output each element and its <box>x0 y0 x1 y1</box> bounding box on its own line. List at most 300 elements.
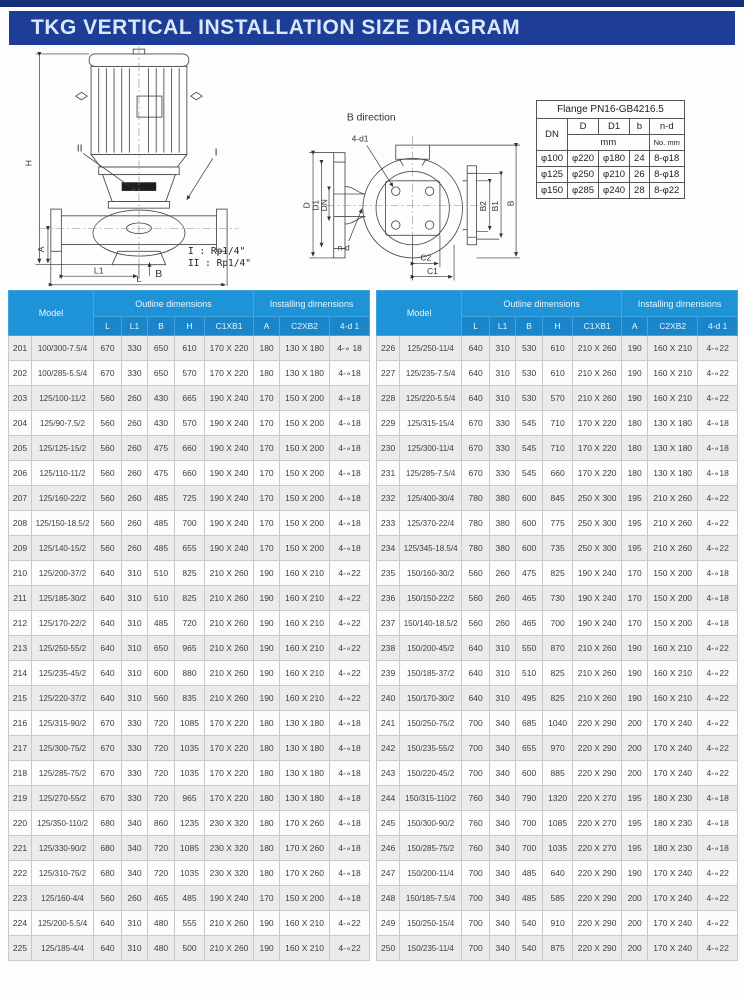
dim-a: 170 <box>622 586 648 611</box>
dim-l: 560 <box>462 561 490 586</box>
dim-l: 780 <box>462 486 490 511</box>
dim-4d1: 4-∘22 <box>698 761 738 786</box>
dim-l: 760 <box>462 786 490 811</box>
dim-h: 1320 <box>543 786 573 811</box>
dim-b: 545 <box>516 411 543 436</box>
dim-4d1: 4-∘18 <box>698 586 738 611</box>
model-name: 125/200-5.5/4 <box>32 911 94 936</box>
table-row <box>377 736 738 761</box>
dim-c2xb2: 160 X 210 <box>648 386 698 411</box>
dim-4d1: 4-∘22 <box>698 361 738 386</box>
dim-l: 640 <box>94 686 122 711</box>
dim-h: 555 <box>175 911 205 936</box>
dim-b: 465 <box>516 586 543 611</box>
dim-b: 495 <box>516 686 543 711</box>
dim-a: 180 <box>254 786 280 811</box>
header-model: Model <box>9 291 94 336</box>
dim-l1: 310 <box>122 611 148 636</box>
dim-a: 170 <box>254 886 280 911</box>
dim-b: 650 <box>148 336 175 361</box>
dim-a: 200 <box>622 936 648 961</box>
dim-l1: 340 <box>490 786 516 811</box>
table-row <box>9 686 370 711</box>
header-l1: L1 <box>122 317 148 336</box>
dim-c2xb2: 130 X 180 <box>280 761 330 786</box>
model-no: 230 <box>377 436 400 461</box>
dim-b: 720 <box>148 861 175 886</box>
dim-c1xb1: 210 X 260 <box>205 686 254 711</box>
dim-c1xb1: 190 X 240 <box>573 611 622 636</box>
dim-4d1: 4-∘18 <box>698 561 738 586</box>
dim-c1xb1: 230 X 320 <box>205 836 254 861</box>
dim-l: 560 <box>94 511 122 536</box>
dim-h: 710 <box>543 436 573 461</box>
table-row <box>9 861 370 886</box>
dim-b: 655 <box>516 736 543 761</box>
dim-c1xb1: 170 X 220 <box>205 711 254 736</box>
dim-l: 640 <box>94 911 122 936</box>
dim-c2xb2: 150 X 200 <box>280 486 330 511</box>
dim-l1: 330 <box>490 411 516 436</box>
dim-c1xb1: 250 X 300 <box>573 486 622 511</box>
header-l: L <box>462 317 490 336</box>
dim-c1xb1: 210 X 260 <box>573 636 622 661</box>
label-b1: B1 <box>490 201 501 212</box>
dim-c1xb1: 250 X 300 <box>573 536 622 561</box>
dim-b: 545 <box>516 461 543 486</box>
dim-a: 180 <box>254 861 280 886</box>
dim-l1: 310 <box>122 636 148 661</box>
dim-l: 640 <box>94 586 122 611</box>
dim-c2xb2: 150 X 200 <box>280 886 330 911</box>
dim-b: 530 <box>516 361 543 386</box>
model-no: 216 <box>9 711 32 736</box>
dim-h: 640 <box>543 861 573 886</box>
table-row <box>377 861 738 886</box>
dim-c1xb1: 220 X 290 <box>573 711 622 736</box>
table-row <box>377 536 738 561</box>
dim-b: 685 <box>516 711 543 736</box>
dim-l1: 260 <box>122 486 148 511</box>
dim-l1: 310 <box>490 361 516 386</box>
model-name: 125/300-75/2 <box>32 736 94 761</box>
model-name: 125/125-15/2 <box>32 436 94 461</box>
dim-h: 660 <box>175 436 205 461</box>
dim-c2xb2: 160 X 210 <box>648 661 698 686</box>
dim-b: 600 <box>148 661 175 686</box>
dim-l: 700 <box>462 861 490 886</box>
dim-c2xb2: 170 X 240 <box>648 886 698 911</box>
installation-size-tables <box>8 290 736 961</box>
dim-l1: 310 <box>122 561 148 586</box>
table-row <box>9 536 370 561</box>
header-l1: L1 <box>490 317 516 336</box>
dim-c2xb2: 160 X 210 <box>280 561 330 586</box>
flange-cell: φ150 <box>537 183 568 199</box>
table-row <box>9 586 370 611</box>
model-no: 236 <box>377 586 400 611</box>
table-row <box>9 611 370 636</box>
dim-b: 485 <box>148 611 175 636</box>
model-no: 239 <box>377 661 400 686</box>
dim-c1xb1: 220 X 290 <box>573 886 622 911</box>
dim-l1: 340 <box>490 761 516 786</box>
dim-4d1: 4-∘22 <box>698 511 738 536</box>
model-name: 125/315-90/2 <box>32 711 94 736</box>
dim-4d1: 4-∘22 <box>698 336 738 361</box>
dim-a: 195 <box>622 536 648 561</box>
dim-4d1: 4-∘18 <box>698 436 738 461</box>
dim-h: 725 <box>175 486 205 511</box>
model-no: 238 <box>377 636 400 661</box>
model-name: 125/400-30/4 <box>400 486 462 511</box>
dim-h: 1085 <box>543 811 573 836</box>
dim-c1xb1: 220 X 290 <box>573 861 622 886</box>
model-no: 221 <box>9 836 32 861</box>
dim-c2xb2: 130 X 180 <box>280 361 330 386</box>
dim-c2xb2: 160 X 210 <box>280 911 330 936</box>
dim-h: 700 <box>175 511 205 536</box>
header-a: A <box>254 317 280 336</box>
model-no: 214 <box>9 661 32 686</box>
dim-b: 700 <box>516 836 543 861</box>
model-no: 234 <box>377 536 400 561</box>
dim-c1xb1: 190 X 240 <box>573 561 622 586</box>
table-row <box>377 911 738 936</box>
flange-row <box>537 183 685 199</box>
dim-h: 1035 <box>175 761 205 786</box>
dim-l1: 330 <box>122 336 148 361</box>
header-h: H <box>543 317 573 336</box>
dim-a: 190 <box>254 936 280 961</box>
model-no: 226 <box>377 336 400 361</box>
centerlines <box>39 46 238 272</box>
dim-c2xb2: 160 X 210 <box>280 636 330 661</box>
model-name: 125/315-15/4 <box>400 411 462 436</box>
table-row <box>9 486 370 511</box>
dim-4d1: 4-∘22 <box>330 911 370 936</box>
model-name: 150/300-90/2 <box>400 811 462 836</box>
table-row <box>9 411 370 436</box>
b-direction-title: B direction <box>346 112 396 124</box>
table-row <box>377 761 738 786</box>
table-row <box>9 836 370 861</box>
dim-4d1: 4-∘18 <box>330 436 370 461</box>
dim-a: 180 <box>254 761 280 786</box>
dim-h: 665 <box>175 386 205 411</box>
dim-a: 180 <box>254 711 280 736</box>
dim-l: 560 <box>94 461 122 486</box>
dim-h: 730 <box>543 586 573 611</box>
dim-c1xb1: 190 X 240 <box>205 486 254 511</box>
dim-b: 600 <box>516 486 543 511</box>
centerlines-b <box>326 136 484 266</box>
table-row <box>9 736 370 761</box>
dim-4d1: 4-∘18 <box>330 386 370 411</box>
table-row <box>9 561 370 586</box>
dim-b: 720 <box>148 836 175 861</box>
dim-h: 735 <box>543 536 573 561</box>
dim-h: 485 <box>175 886 205 911</box>
dim-h: 825 <box>175 561 205 586</box>
dim-c1xb1: 210 X 260 <box>205 611 254 636</box>
dim-h: 700 <box>543 611 573 636</box>
dim-a: 190 <box>254 911 280 936</box>
table-row <box>9 636 370 661</box>
flange-table-title: Flange PN16-GB4216.5 <box>537 101 685 119</box>
model-name: 125/160-4/4 <box>32 886 94 911</box>
model-name: 125/310-75/2 <box>32 861 94 886</box>
dim-4d1: 4-∘22 <box>330 636 370 661</box>
dim-b: 510 <box>516 661 543 686</box>
dim-c2xb2: 160 X 210 <box>280 936 330 961</box>
header-h: H <box>175 317 205 336</box>
model-name: 125/250-11/4 <box>400 336 462 361</box>
dim-l: 670 <box>462 411 490 436</box>
dim-c2xb2: 170 X 240 <box>648 911 698 936</box>
dim-c2xb2: 160 X 210 <box>280 611 330 636</box>
dim-l1: 340 <box>122 836 148 861</box>
dim-4d1: 4-∘18 <box>330 461 370 486</box>
dim-l1: 330 <box>490 436 516 461</box>
dim-a: 170 <box>254 536 280 561</box>
dim-4d1: 4-∘22 <box>698 536 738 561</box>
dim-c2xb2: 160 X 210 <box>280 686 330 711</box>
dim-b: 560 <box>148 686 175 711</box>
dim-h: 965 <box>175 786 205 811</box>
model-name: 125/200-37/2 <box>32 561 94 586</box>
table-row <box>9 336 370 361</box>
table-row <box>377 561 738 586</box>
table-row <box>377 786 738 811</box>
label-b: B <box>505 200 516 207</box>
dim-c1xb1: 210 X 260 <box>205 586 254 611</box>
dim-label-h: H <box>24 160 34 167</box>
dim-l1: 340 <box>490 811 516 836</box>
model-name: 100/285-5.5/4 <box>32 361 94 386</box>
flange-cell: 8-φ18 <box>649 167 684 183</box>
model-no: 242 <box>377 736 400 761</box>
dim-label-b-arrow: B <box>155 268 163 281</box>
model-name: 125/160-22/2 <box>32 486 94 511</box>
model-no: 205 <box>9 436 32 461</box>
model-no: 203 <box>9 386 32 411</box>
dim-l1: 260 <box>490 586 516 611</box>
dim-l1: 310 <box>122 936 148 961</box>
label-c1: C1 <box>427 265 438 276</box>
dim-b: 485 <box>148 511 175 536</box>
dim-l: 700 <box>462 711 490 736</box>
dim-a: 180 <box>254 336 280 361</box>
dim-c1xb1: 220 X 290 <box>573 736 622 761</box>
dim-l1: 340 <box>490 836 516 861</box>
model-no: 202 <box>9 361 32 386</box>
dim-4d1: 4-∘22 <box>330 686 370 711</box>
table-row <box>9 711 370 736</box>
dim-c1xb1: 230 X 320 <box>205 861 254 886</box>
dim-4d1: 4-∘18 <box>330 411 370 436</box>
dim-h: 660 <box>543 461 573 486</box>
flange-col-nd: n-d <box>649 119 684 135</box>
dim-l1: 380 <box>490 511 516 536</box>
dim-c2xb2: 170 X 260 <box>280 811 330 836</box>
dim-a: 170 <box>254 386 280 411</box>
dim-4d1: 4-∘22 <box>698 486 738 511</box>
dim-b: 475 <box>516 561 543 586</box>
dim-4d1: 4-∘22 <box>330 661 370 686</box>
model-name: 125/330-90/2 <box>32 836 94 861</box>
dim-4d1: 4-∘22 <box>698 936 738 961</box>
dim-a: 190 <box>622 336 648 361</box>
header-outline-dimensions: Outline dimensions <box>94 291 254 317</box>
dim-c1xb1: 220 X 270 <box>573 811 622 836</box>
pump-b-direction-drawing <box>246 100 538 288</box>
model-no: 225 <box>9 936 32 961</box>
dim-h: 570 <box>543 386 573 411</box>
dim-c1xb1: 170 X 220 <box>573 411 622 436</box>
dim-h: 885 <box>543 761 573 786</box>
flange-col-dn: DN <box>537 119 568 151</box>
table-row <box>377 436 738 461</box>
dim-c2xb2: 170 X 260 <box>280 861 330 886</box>
table-row <box>9 761 370 786</box>
dim-c2xb2: 170 X 240 <box>648 711 698 736</box>
table-row <box>9 461 370 486</box>
flange-cell: φ210 <box>599 167 630 183</box>
dim-h: 1085 <box>175 711 205 736</box>
dim-c1xb1: 210 X 260 <box>205 636 254 661</box>
dim-b: 550 <box>516 636 543 661</box>
flange-cell: 26 <box>630 167 650 183</box>
dim-l: 640 <box>462 636 490 661</box>
dim-l: 640 <box>94 936 122 961</box>
dim-c1xb1: 220 X 290 <box>573 936 622 961</box>
header-outline-dimensions: Outline dimensions <box>462 291 622 317</box>
port-label-i: I <box>214 146 218 159</box>
header-c2xb2: C2XB2 <box>280 317 330 336</box>
dim-c1xb1: 230 X 320 <box>205 811 254 836</box>
model-no: 219 <box>9 786 32 811</box>
dim-h: 1040 <box>543 711 573 736</box>
dim-a: 180 <box>254 736 280 761</box>
dim-c1xb1: 170 X 220 <box>573 461 622 486</box>
diagram-area <box>0 44 744 290</box>
dim-4d1: 4-∘18 <box>698 836 738 861</box>
flange-cell: φ250 <box>568 167 599 183</box>
dim-4d1: 4-∘18 <box>330 861 370 886</box>
dim-a: 180 <box>622 411 648 436</box>
model-name: 150/185-7.5/4 <box>400 886 462 911</box>
dim-c2xb2: 160 X 210 <box>648 361 698 386</box>
model-no: 246 <box>377 836 400 861</box>
model-name: 150/285-75/2 <box>400 836 462 861</box>
model-name: 125/170-22/2 <box>32 611 94 636</box>
model-no: 237 <box>377 611 400 636</box>
dim-l: 670 <box>94 786 122 811</box>
dim-b: 700 <box>516 811 543 836</box>
table-row <box>377 486 738 511</box>
dim-h: 585 <box>543 886 573 911</box>
installation-size-table-right <box>376 290 738 961</box>
dim-c1xb1: 210 X 260 <box>573 361 622 386</box>
dim-b: 530 <box>516 386 543 411</box>
dim-b: 485 <box>516 861 543 886</box>
label-dn: DN <box>319 199 330 212</box>
table-row <box>377 686 738 711</box>
dim-a: 170 <box>254 411 280 436</box>
table-row <box>9 936 370 961</box>
dim-b: 720 <box>148 761 175 786</box>
dim-4d1: 4-∘22 <box>698 711 738 736</box>
dim-l: 700 <box>462 911 490 936</box>
dim-l1: 340 <box>490 886 516 911</box>
model-no: 210 <box>9 561 32 586</box>
dim-c1xb1: 250 X 300 <box>573 511 622 536</box>
dim-c2xb2: 170 X 260 <box>280 836 330 861</box>
dim-l1: 340 <box>490 936 516 961</box>
dim-4d1: 4-∘18 <box>698 611 738 636</box>
header-installing-dimensions: Installing dimensions <box>622 291 738 317</box>
dim-4d1: 4-∘18 <box>330 736 370 761</box>
table-row <box>377 336 738 361</box>
dim-l1: 340 <box>490 861 516 886</box>
model-no: 201 <box>9 336 32 361</box>
table-row <box>9 661 370 686</box>
dim-l1: 310 <box>122 661 148 686</box>
model-name: 125/150-18.5/2 <box>32 511 94 536</box>
dim-c2xb2: 150 X 200 <box>648 611 698 636</box>
header-model: Model <box>377 291 462 336</box>
model-name: 125/345-18.5/4 <box>400 536 462 561</box>
dim-b: 465 <box>516 611 543 636</box>
table-row <box>377 361 738 386</box>
model-no: 209 <box>9 536 32 561</box>
dim-c2xb2: 160 X 210 <box>648 636 698 661</box>
dim-l: 680 <box>94 836 122 861</box>
model-no: 222 <box>9 861 32 886</box>
dim-c1xb1: 190 X 240 <box>205 436 254 461</box>
dim-l1: 310 <box>490 336 516 361</box>
dim-c1xb1: 190 X 240 <box>205 511 254 536</box>
dim-a: 170 <box>254 511 280 536</box>
model-name: 150/200-11/4 <box>400 861 462 886</box>
dim-a: 170 <box>254 436 280 461</box>
dim-c2xb2: 150 X 200 <box>280 511 330 536</box>
dim-a: 190 <box>254 611 280 636</box>
flange-cell: φ285 <box>568 183 599 199</box>
label-nd: n-d <box>337 242 350 253</box>
dim-l: 780 <box>462 536 490 561</box>
model-no: 206 <box>9 461 32 486</box>
dim-l: 700 <box>462 936 490 961</box>
dim-a: 200 <box>622 736 648 761</box>
header-installing-dimensions: Installing dimensions <box>254 291 370 317</box>
flange-cell: φ100 <box>537 151 568 167</box>
dim-l: 700 <box>462 736 490 761</box>
table-row <box>377 511 738 536</box>
dim-l1: 260 <box>122 461 148 486</box>
table-row <box>377 461 738 486</box>
model-no: 248 <box>377 886 400 911</box>
dim-l: 640 <box>462 361 490 386</box>
dim-l: 640 <box>462 386 490 411</box>
model-no: 249 <box>377 911 400 936</box>
dim-c2xb2: 170 X 240 <box>648 736 698 761</box>
model-name: 150/185-37/2 <box>400 661 462 686</box>
dim-a: 190 <box>254 561 280 586</box>
dim-h: 910 <box>543 911 573 936</box>
dim-c2xb2: 150 X 200 <box>648 561 698 586</box>
